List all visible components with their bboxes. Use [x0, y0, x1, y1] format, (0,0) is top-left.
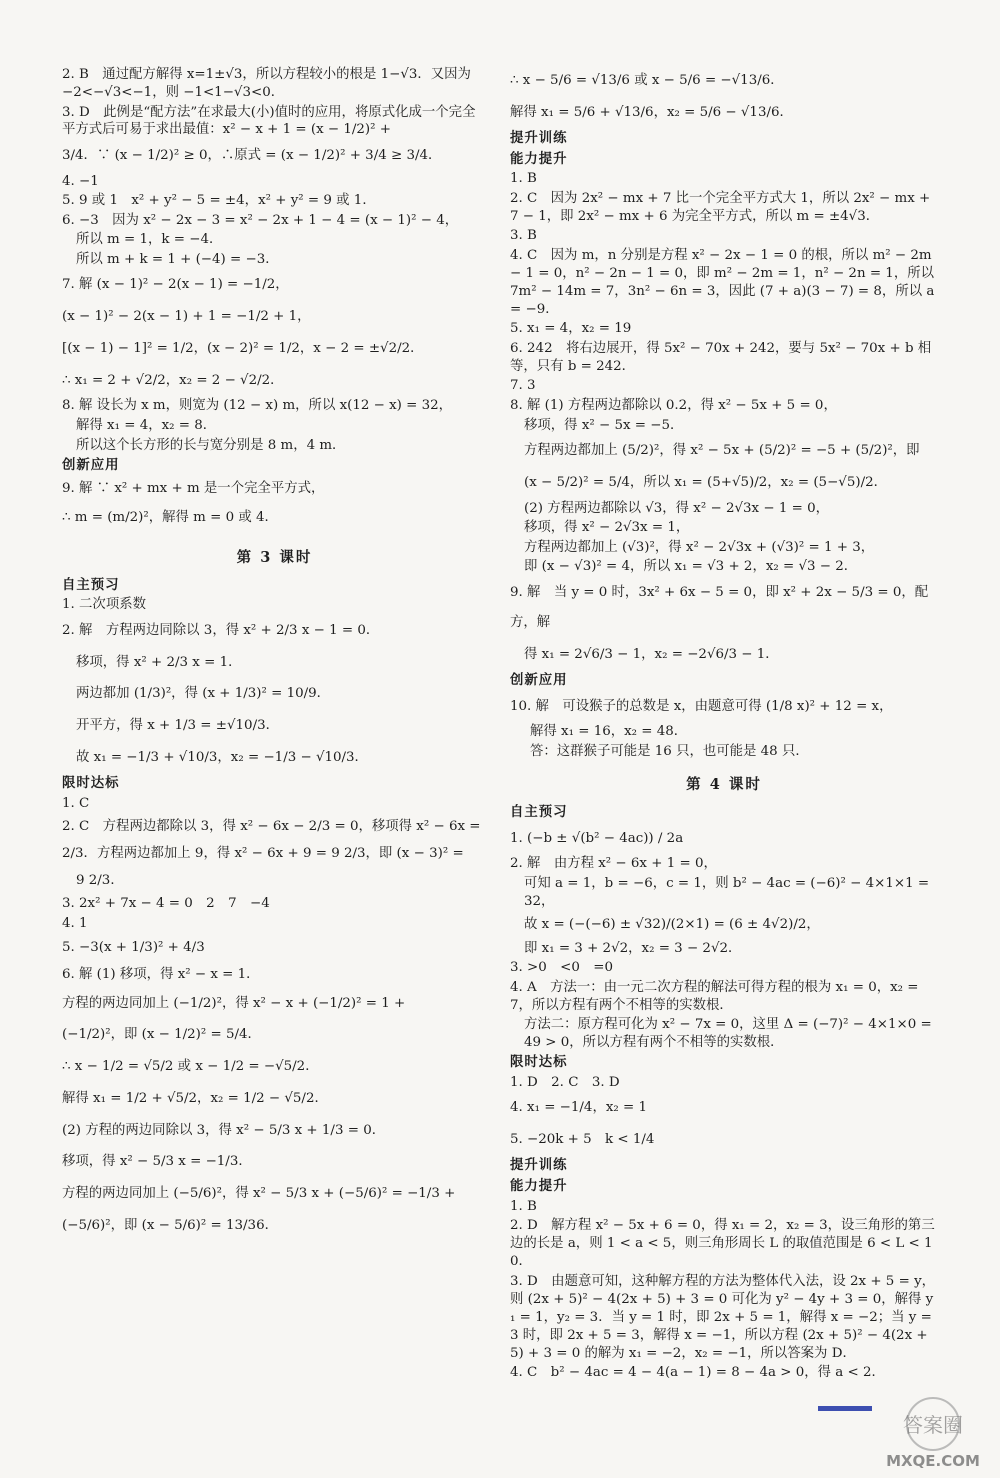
answer-line: 8. 解 设长为 x m，则宽为 (12 − x) m，所以 x(12 − x) = 32， — [62, 398, 453, 414]
answer-line: 解得 x₁ = 16，x₂ = 48． — [530, 724, 688, 740]
answer-line: 5. x₁ = 4，x₂ = 19 — [510, 321, 632, 337]
answer-line: 即 (x − √3)² = 4，所以 x₁ = √3 + 2，x₂ = √3 − 2． — [524, 559, 858, 575]
section-heading: 能力提升 — [510, 1179, 568, 1194]
section-heading: 提升训练 — [510, 1158, 568, 1174]
answer-line: 故 x₁ = −1/3 + √10/3，x₂ = −1/3 − √10/3． — [76, 749, 368, 765]
answer-line: 2. D 解方程 x² − 5x + 6 = 0，得 x₁ = 2，x₂ = 3，设三角形的第三边的长是 a，则 1 < a < 5，则三角形周长 L 的取值范围是 6 < L < 10． — [510, 1218, 935, 1270]
answer-line: 即 x₁ = 3 + 2√2，x₂ = 3 − 2√2． — [524, 940, 742, 956]
answer-line: 所以 m + k = 1 + (−4) = −3． — [76, 251, 279, 267]
watermark-logo-text: 答案圈 — [903, 1413, 963, 1437]
answer-line: 4. A 方法一：由一元二次方程的解法可得方程的根为 x₁ = 0，x₂ = 7，所以方程有两个不相等的实数根． — [510, 979, 919, 1013]
answer-line: ∴ x − 1/2 = √5/2 或 x − 1/2 = −√5/2． — [62, 1059, 319, 1075]
answer-line: 2. 解 方程两边同除以 3，得 x² + 2/3 x − 1 = 0． — [62, 622, 380, 638]
section-heading: 能力提升 — [510, 151, 568, 167]
answer-line: 3. B — [510, 228, 537, 244]
answer-line: 8. 解 (1) 方程两边都除以 0.2，得 x² − 5x + 5 = 0， — [510, 398, 837, 414]
answer-line: 方程两边都加上 (5/2)²，得 x² − 5x + (5/2)² = −5 + (5/2)²，即 — [524, 443, 920, 459]
section-heading: 创新应用 — [62, 457, 120, 473]
answer-line: 2/3．方程两边都加上 9，得 x² − 6x + 9 = 9 2/3，即 (x − 3)² = — [62, 846, 464, 862]
answer-line: (−1/2)²，即 (x − 1/2)² = 5/4． — [62, 1027, 261, 1043]
answer-line: 3. D 由题意可知，这种解方程的方法为整体代入法，设 2x + 5 = y，则 (2x + 5)² − 4(2x + 5) + 3 = 0 可化为 y² − 4y + 3 = 0，解得 y₁ = 1，y₂ = 3．当 y = 1 时，即 2x + 5 = 1，解得 x = −2；当 y = 3 时，即 2x + 5 = 3，解得 x = −1，所以方程 (2x + 5)² − 4(2x + 5) + 3 = 0 的解为 x₁ = −2，x₂ = −1，所以答案为 D． — [510, 1273, 936, 1361]
answer-line: (2) 方程的两边同除以 3，得 x² − 5/3 x + 1/3 = 0． — [62, 1122, 386, 1138]
answer-line: 3. D 此例是“配方法”在求最大(小)值时的应用，将原式化成一个完全平方式后可易于求出最值：x² − x + 1 = (x − 1/2)² + — [62, 104, 476, 138]
answer-line: (x − 5/2)² = 5/4，所以 x₁ = (5+√5)/2，x₂ = (5−√5)/2． — [524, 474, 887, 490]
answer-line: 1. C — [62, 795, 90, 811]
answer-line: 移项，得 x² − 5/3 x = −1/3． — [62, 1154, 252, 1170]
answer-line: (−5/6)²，即 (x − 5/6)² = 13/36． — [62, 1217, 278, 1233]
answer-line: 1. (−b ± √(b² − 4ac)) / 2a — [510, 830, 684, 846]
lesson-title: 第 3 课时 — [236, 548, 313, 566]
answer-line: 答：这群猴子可能是 16 只，也可能是 48 只． — [530, 743, 809, 759]
answer-line: ∴ x − 5/6 = √13/6 或 x − 5/6 = −√13/6． — [510, 73, 784, 88]
answer-line: 移项，得 x² − 5x = −5． — [524, 417, 684, 433]
section-heading: 自主预习 — [62, 577, 120, 593]
answer-line: 7. 3 — [510, 378, 536, 394]
right-column — [510, 66, 938, 1384]
answer-line: 解得 x₁ = 4，x₂ = 8． — [76, 418, 217, 434]
answer-line: 得 x₁ = 2√6/3 − 1，x₂ = −2√6/3 − 1． — [524, 646, 779, 662]
answer-line: 9. 解 ∵ x² + mx + m 是一个完全平方式， — [62, 481, 325, 497]
answer-line: 可知 a = 1，b = −6，c = 1，则 b² − 4ac = (−6)² − 4×1×1 = 32， — [524, 875, 930, 909]
answer-line: 10. 解 可设猴子的总数是 x，由题意可得 (1/8 x)² + 12 = x， — [510, 698, 893, 714]
answer-line: 2. 解 由方程 x² − 6x + 1 = 0， — [510, 856, 717, 872]
answer-line: 2. C 方程两边都除以 3，得 x² − 6x − 2/3 = 0，移项得 x² − 6x = — [62, 819, 481, 835]
answer-line: 解得 x₁ = 1/2 + √5/2，x₂ = 1/2 − √5/2． — [62, 1090, 328, 1106]
answer-line: 开平方，得 x + 1/3 = ±√10/3． — [76, 718, 279, 734]
section-heading: 限时达标 — [510, 1055, 568, 1071]
answer-line: 2. C 因为 2x² − mx + 7 比一个完全平方式大 1，所以 2x² − mx + 7 − 1，即 2x² − mx + 6 为完全平方式，所以 m = ±4√3． — [510, 190, 931, 224]
answer-line: (2) 方程两边都除以 √3，得 x² − 2√3x − 1 = 0， — [524, 500, 829, 516]
answer-line: [(x − 1) − 1]² = 1/2，(x − 2)² = 1/2，x − 2 = ±√2/2． — [62, 340, 424, 356]
answer-line: 6. −3 因为 x² − 2x − 3 = x² − 2x + 1 − 4 = (x − 1)² − 4， — [62, 212, 459, 228]
answer-line: 7. 解 (x − 1)² − 2(x − 1) = −1/2， — [62, 277, 289, 293]
left-column — [62, 66, 487, 1243]
answer-line: (x − 1)² − 2(x − 1) + 1 = −1/2 + 1， — [62, 309, 311, 325]
section-heading: 限时达标 — [62, 775, 120, 791]
answer-line: 3/4．∵ (x − 1/2)² ≥ 0，∴原式 = (x − 1/2)² + 3/4 ≥ 3/4． — [62, 148, 442, 163]
watermark-url: MXQE.COM — [886, 1452, 980, 1470]
answer-line: 5. 9 或 1 x² + y² − 5 = ±4，x² + y² = 9 或 1． — [62, 193, 376, 209]
answer-line: 1. D 2. C 3. D — [510, 1074, 620, 1090]
answer-line: 2. B 通过配方解得 x=1±√3，所以方程较小的根是 1−√3．又因为 −2<−√3<−1，则 −1<1−√3<0． — [62, 67, 471, 100]
answer-line: ∴ m = (m/2)²，解得 m = 0 或 4． — [62, 510, 278, 526]
answer-line: 1. B — [510, 1198, 537, 1214]
answer-line: 方法二：原方程可化为 x² − 7x = 0，这里 Δ = (−7)² − 4×1×0 = 49 > 0，所以方程有两个不相等的实数根． — [524, 1017, 932, 1051]
section-heading: 自主预习 — [510, 804, 568, 820]
answer-line: 5. −3(x + 1/3)² + 4/3 — [62, 939, 205, 955]
answer-line: 方程的两边同加上 (−1/2)²，得 x² − x + (−1/2)² = 1 + — [62, 995, 406, 1011]
answer-line: 3. >0 <0 =0 — [510, 960, 614, 976]
answer-line: 4. C b² − 4ac = 4 − 4(a − 1) = 8 − 4a > 0，得 a < 2． — [510, 1365, 885, 1381]
answer-line: 9. 解 当 y = 0 时，3x² + 6x − 5 = 0，即 x² + 2x − 5/3 = 0，配方，解 — [510, 584, 929, 630]
answer-line: 方程的两边同加上 (−5/6)²，得 x² − 5/3 x + (−5/6)² = −1/3 + — [62, 1186, 456, 1202]
answer-line: 所以 m = 1，k = −4． — [76, 232, 223, 248]
answer-line: 解得 x₁ = 5/6 + √13/6，x₂ = 5/6 − √13/6． — [510, 104, 793, 120]
answer-line: ∴ x₁ = 2 + √2/2，x₂ = 2 − √2/2． — [62, 372, 284, 388]
watermark-logo — [878, 1392, 988, 1472]
answer-line: 所以这个长方形的长与宽分别是 8 m，4 m． — [76, 437, 346, 453]
section-heading: 创新应用 — [510, 672, 568, 688]
answer-line: 5. −20k + 5 k < 1/4 — [510, 1132, 655, 1148]
answer-line: 移项，得 x² − 2√3x = 1， — [524, 520, 690, 536]
answer-line: 故 x = (−(−6) ± √32)/(2×1) = (6 ± 4√2)/2， — [524, 917, 820, 933]
answer-line: 4. −1 — [62, 173, 99, 189]
lesson-title: 第 4 课时 — [686, 775, 762, 793]
answer-line: 9 2/3． — [76, 873, 124, 889]
answer-line: 3. 2x² + 7x − 4 = 0 2 7 −4 — [62, 896, 270, 912]
answer-line: 1. 二次项系数 — [62, 597, 146, 613]
answer-line: 4. C 因为 m，n 分别是方程 x² − 2x − 1 = 0 的根，所以 m² − 2m − 1 = 0，n² − 2n − 1 = 0，即 m² − 2m = 1，n² − 2n = 1，所以 7m² − 14m = 7，3n² − 6n = 3，因此 (7 + a)(3 − 7) = 8，所以 a = −9． — [510, 248, 935, 317]
answer-line: 6. 242 将右边展开，得 5x² − 70x + 242，要与 5x² − 70x + b 相等，只有 b = 242． — [510, 340, 932, 374]
answer-line: 方程两边都加上 (√3)²，得 x² − 2√3x + (√3)² = 1 + 3， — [524, 539, 875, 555]
answer-line: 6. 解 (1) 移项，得 x² − x = 1． — [62, 966, 260, 982]
answer-line: 4. 1 — [62, 916, 88, 932]
answer-line: 移项，得 x² + 2/3 x = 1． — [76, 654, 242, 670]
answer-line: 两边都加 (1/3)²，得 (x + 1/3)² = 10/9． — [76, 686, 331, 702]
page-footer-bar — [818, 1406, 872, 1411]
answer-line: 4. x₁ = −1/4，x₂ = 1 — [510, 1100, 648, 1116]
section-heading: 提升训练 — [510, 130, 568, 146]
answer-line: 1. B — [510, 171, 537, 187]
